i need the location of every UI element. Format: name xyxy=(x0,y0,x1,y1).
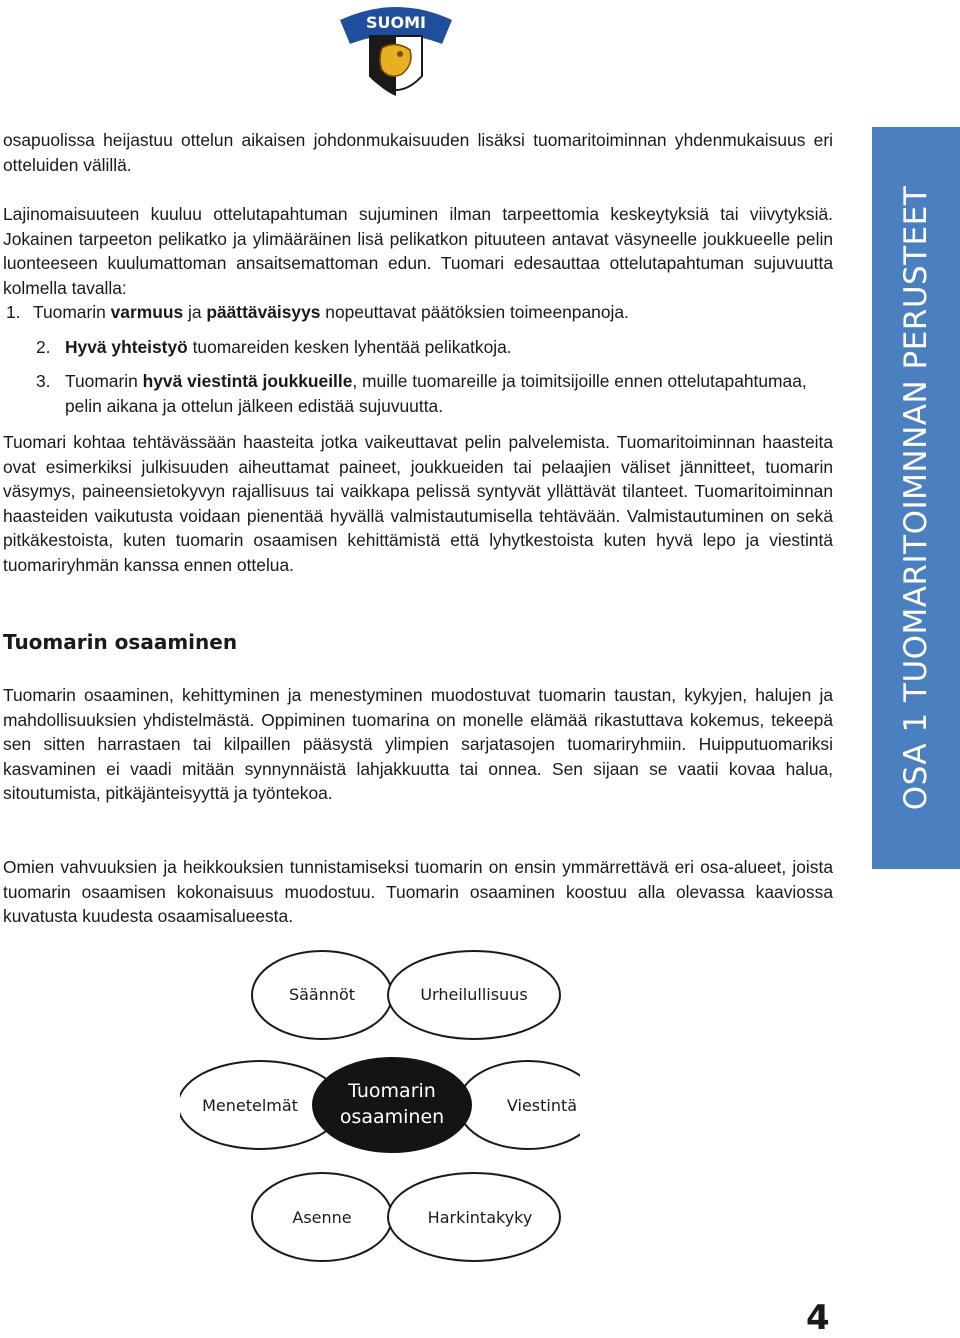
list-text: tuomareiden kesken lyhentää pelikatkoja. xyxy=(187,336,512,357)
list-text: , muille tuomareille ja toimitsijoille ennen ottelutapahtumaa, pelin aikana ja ottelun jälkeen edistää sujuvuutta. xyxy=(65,371,807,416)
list-item xyxy=(3,335,833,360)
diagram-node-asenne: Asenne xyxy=(292,1208,352,1227)
finland-logo xyxy=(330,0,462,104)
list-number: 1. xyxy=(6,302,21,322)
diagram-node-saannot: Säännöt xyxy=(288,985,356,1004)
list-text: Tuomarin xyxy=(65,371,143,391)
section-heading: Tuomarin osaaminen xyxy=(3,630,238,654)
paragraph-5: Omien vahvuuksien ja heikkouksien tunnistamiseksi tuomarin on ensin ymmärrettävä eri osa-alueet, joista tuomarin osaamisen kokonaisuus muodostuu. Tuomarin osaaminen koostuu alla olevassa kaaviossa kuvatusta kuudesta osaamisalueesta. xyxy=(3,857,833,926)
diagram-node-viestinta: Viestintä xyxy=(506,1096,578,1115)
list-text: nopeuttavat päätöksien toimeenpanoja. xyxy=(320,302,629,322)
list-text: ja xyxy=(183,302,207,322)
list-bold: päättäväisyys xyxy=(206,302,321,322)
diagram-center-line2: osaaminen xyxy=(339,1106,445,1128)
diagram-center-circle xyxy=(312,1057,472,1153)
logo-text: SUOMI xyxy=(366,13,426,32)
diagram-node-menetelmat: Menetelmät xyxy=(202,1096,298,1115)
page-number: 4 xyxy=(806,1298,830,1338)
diagram-node-harkintakyky: Harkintakyky xyxy=(427,1208,533,1227)
list-bold: Hyvä yhteistyö xyxy=(65,336,188,357)
diagram-node-urheilullisuus: Urheilullisuus xyxy=(420,985,528,1004)
diagram-center-line1: Tuomarin xyxy=(348,1080,436,1102)
list-number: 3. xyxy=(36,371,51,391)
chapter-sidebar xyxy=(872,127,960,869)
paragraph-1: osapuolissa heijastuu ottelun aikaisen johdonmukaisuuden lisäksi tuomaritoiminnan yhdenmukaisuus eri otteluiden välillä. xyxy=(3,130,833,175)
numbered-list xyxy=(3,300,833,418)
chapter-title: OSA 1 TUOMARITOIMNNAN PERUSTEET xyxy=(898,185,934,811)
paragraph-3: Tuomari kohtaa tehtävässään haasteita jotka vaikeuttavat pelin palvelemista. Tuomaritoiminnan haasteita ovat esimerkiksi julkisuuden aiheuttamat paineet, joukkueiden tai pelaajien väliset jännitteet, tuomarin väsymys, paineensietokyvyn rajallisuus tai vaikkapa pelissä syntyvät yllättävät tilanteet. Tuomaritoiminnan haasteiden vaikutusta voidaan pienentää hyvällä valmistautumisella tehtävään. Valmistautuminen on sekä pitkäkestoista, kuten tuomarin osaamisen kehittämistä että lyhytkestoista kuten hyvä lepo ja viestintä tuomariryhmän kanssa ennen ottelua. xyxy=(3,432,833,575)
list-bold: hyvä viestintä joukkueille xyxy=(142,371,353,391)
competence-diagram xyxy=(180,945,580,1265)
paragraph-4: Tuomarin osaaminen, kehittyminen ja menestyminen muodostuvat tuomarin taustan, kykyjen, halujen ja mahdollisuuksien yhdistelmästä. Oppiminen tuomarina on monelle elämää rikastuttava kokemus, tekeepä sen sitten harrastaen tai kilpaillen pääsystä ylimpien sarjatasojen tuomariryhmiin. Huipputuomariksi kasvaminen ei vaadi mitään synnynnäistä lahjakkuutta tai onnea. Sen sijaan se vaatii kovaa halua, sitoutumista, pitkäjänteisyyttä ja työntekoa. xyxy=(3,685,833,803)
list-item xyxy=(3,300,833,325)
list-bold: varmuus xyxy=(110,302,184,322)
list-number: 2. xyxy=(36,336,51,357)
paragraph-2: Lajinomaisuuteen kuuluu ottelutapahtuman sujuminen ilman tarpeettomia keskeytyksiä tai viivytyksiä. Jokainen tarpeeton pelikatko ja ylimääräinen lisä pelikatkon pituuteen antavat väsyneelle joukkueelle pelin luonteeseen kuulumattoman ansaitsemattoman edun. Tuomari edesauttaa ottelutapahtuman sujuvuutta kolmella tavalla: xyxy=(3,204,833,298)
list-item xyxy=(3,369,833,418)
list-text: Tuomarin xyxy=(33,302,111,322)
